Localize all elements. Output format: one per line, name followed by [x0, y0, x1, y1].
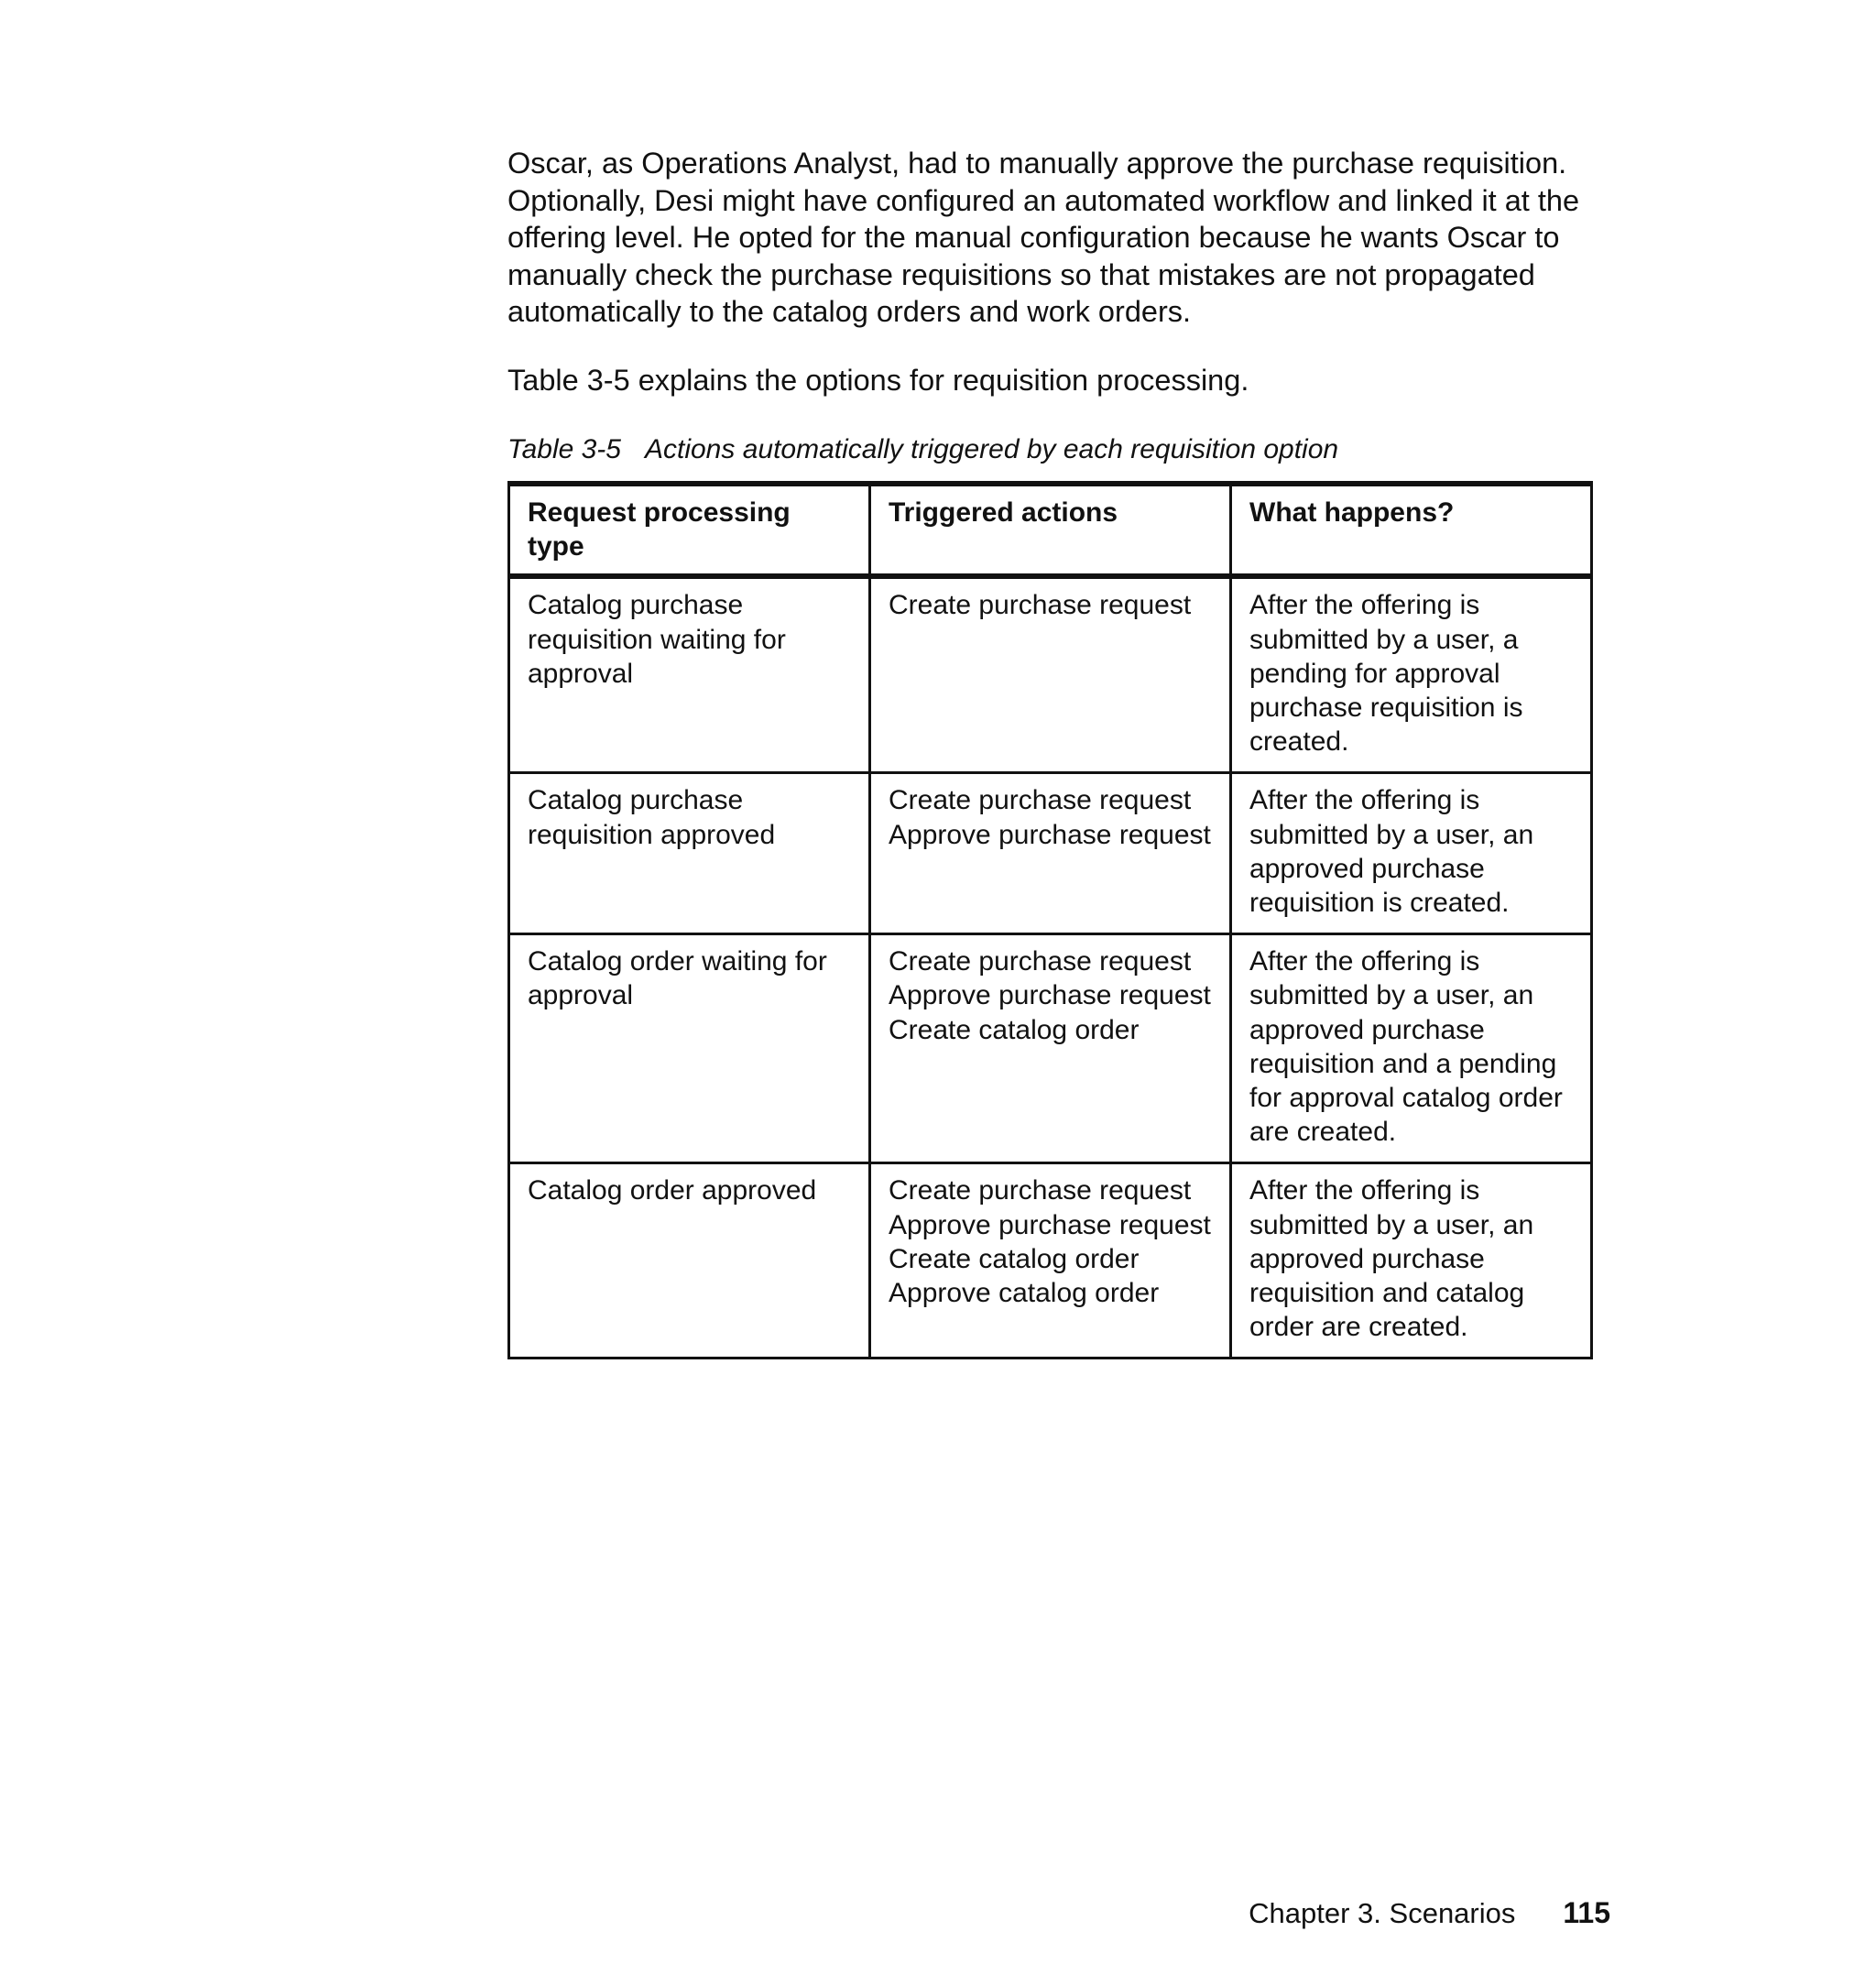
table-caption [507, 433, 1607, 466]
table-row [509, 934, 1592, 1163]
action-line: Create catalog order [889, 1243, 1140, 1274]
table-row [509, 773, 1592, 934]
cell-actions [870, 1163, 1231, 1359]
header-triggered-actions: Triggered actions [870, 484, 1231, 576]
requisition-options-table [507, 481, 1593, 1359]
body-paragraph-1: Oscar, as Operations Analyst, had to manually approve the purchase requisition. Optionally, Desi might have configured an automated workflow and linked it at the offering level. He opted for the manual configuration because he wants Oscar to manually check the purchase requisitions so that mistakes are not propagated automatically to the catalog orders and work orders. [507, 147, 1580, 328]
cell-actions [870, 576, 1231, 773]
action-line: Approve purchase request [889, 980, 1211, 1011]
cell-type: Catalog purchase requisition approved [509, 773, 870, 934]
action-line: Create purchase request [889, 590, 1192, 621]
table-header-row [509, 484, 1592, 576]
cell-what-happens: After the offering is submitted by a user, an approved purchase requisition and catalog order are created. [1231, 1163, 1592, 1359]
cell-type: Catalog purchase requisition waiting for approval [509, 576, 870, 773]
action-line: Create purchase request [889, 785, 1192, 816]
table-caption-label: Table 3-5 [507, 434, 621, 464]
footer-chapter-title: Chapter 3. Scenarios [1249, 1897, 1516, 1929]
cell-actions [870, 773, 1231, 934]
cell-what-happens: After the offering is submitted by a user, an approved purchase requisition and a pending for approval catalog order are created. [1231, 934, 1592, 1163]
page-footer [1249, 1895, 1610, 1931]
cell-what-happens: After the offering is submitted by a user, a pending for approval purchase requisition is created. [1231, 576, 1592, 773]
action-line: Create purchase request [889, 1175, 1192, 1206]
action-line: Create catalog order [889, 1014, 1140, 1045]
action-line: Approve purchase request [889, 1209, 1211, 1240]
cell-type: Catalog order waiting for approval [509, 934, 870, 1163]
header-what-happens: What happens? [1231, 484, 1592, 576]
header-request-processing-type: Request processing type [509, 484, 870, 576]
cell-actions [870, 934, 1231, 1163]
action-line: Create purchase request [889, 946, 1192, 977]
body-paragraph-2: Table 3-5 explains the options for requisition processing. [507, 363, 1249, 397]
cell-what-happens: After the offering is submitted by a user, an approved purchase requisition is created. [1231, 773, 1592, 934]
table-row [509, 576, 1592, 773]
action-line: Approve purchase request [889, 819, 1211, 850]
action-line: Approve catalog order [889, 1278, 1160, 1309]
table-caption-text: Actions automatically triggered by each requisition option [644, 434, 1339, 464]
table-row [509, 1163, 1592, 1359]
page-number: 115 [1563, 1896, 1610, 1929]
page-content [507, 145, 1607, 1359]
cell-type: Catalog order approved [509, 1163, 870, 1359]
